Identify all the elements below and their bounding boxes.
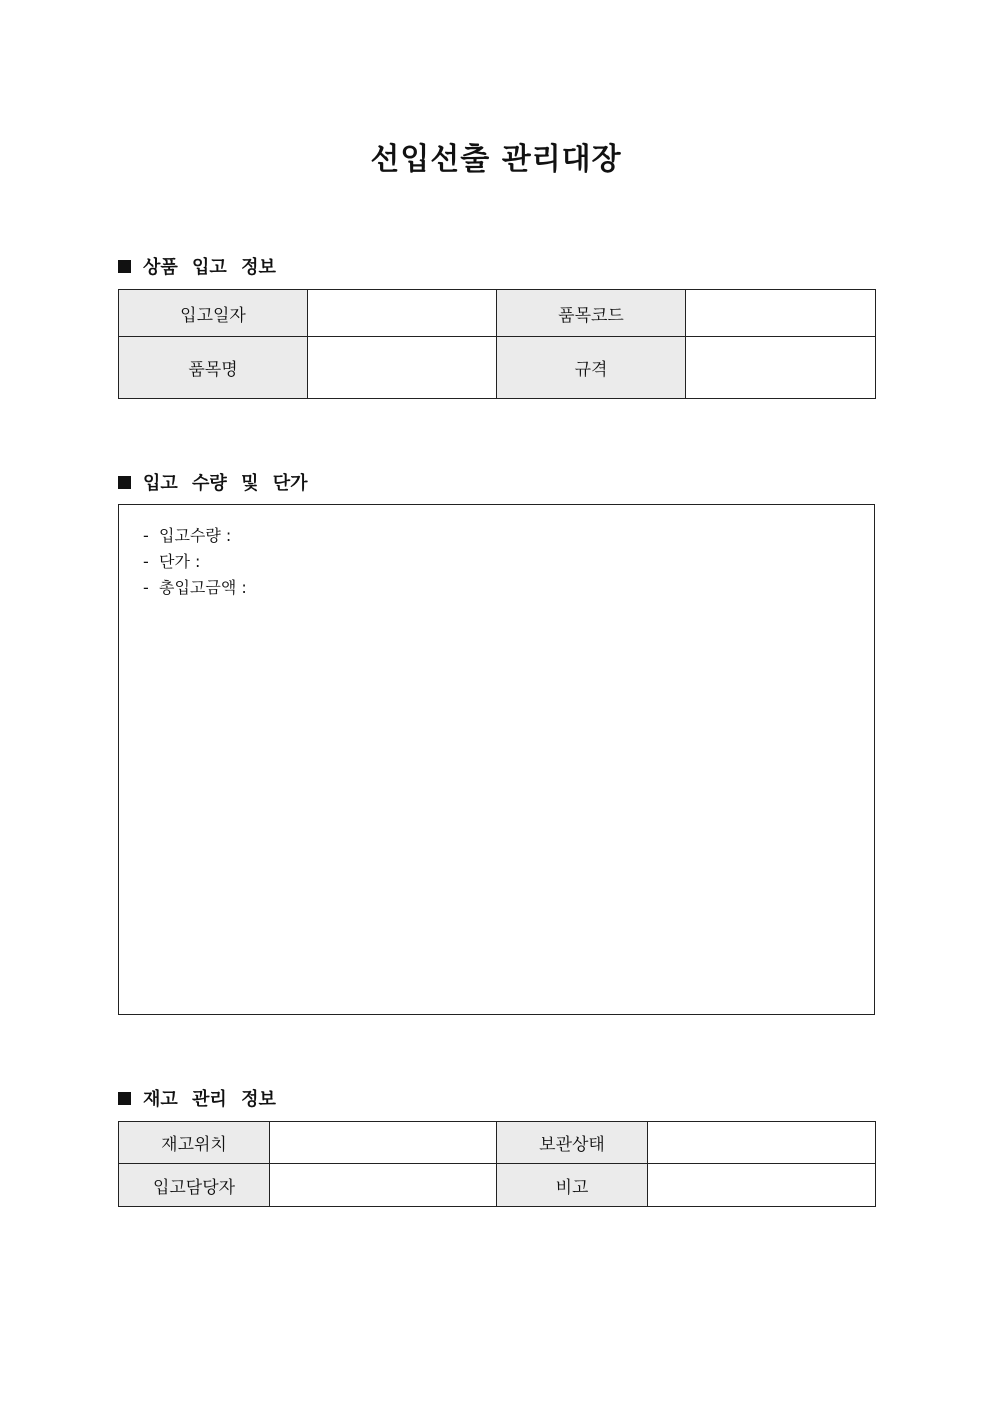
list-item: - 단가 : (143, 552, 201, 571)
table-row (119, 1164, 876, 1207)
section-heading-label: 입고 수량 및 단가 (143, 473, 308, 494)
list-item-text: 총입고금액 : (159, 578, 247, 597)
field-receipt-manager[interactable] (270, 1164, 497, 1207)
field-storage-status[interactable] (648, 1122, 876, 1164)
section-heading-product-receipt (118, 253, 276, 279)
field-stock-location[interactable] (270, 1122, 497, 1164)
field-item-code[interactable] (686, 290, 876, 337)
section-heading-quantity-price (118, 469, 308, 495)
field-remarks[interactable] (648, 1164, 876, 1207)
field-item-name[interactable] (308, 337, 497, 399)
list-item-text: 입고수량 : (159, 526, 232, 545)
label-remarks: 비고 (497, 1164, 648, 1207)
section-heading-label: 재고 관리 정보 (143, 1089, 276, 1110)
label-item-code: 품목코드 (497, 290, 686, 337)
label-receipt-date: 입고일자 (119, 290, 308, 337)
page-title: 선입선출 관리대장 (370, 142, 622, 177)
table-row (119, 290, 876, 337)
square-bullet-icon (118, 1092, 131, 1105)
label-item-name: 품목명 (119, 337, 308, 399)
quantity-price-list (119, 505, 874, 601)
list-item-text: 단가 : (159, 552, 201, 571)
table-row (119, 337, 876, 399)
inventory-table (118, 1121, 876, 1207)
label-specification: 규격 (497, 337, 686, 399)
table-row (119, 1122, 876, 1164)
square-bullet-icon (118, 476, 131, 489)
section-heading-label: 상품 입고 정보 (143, 257, 276, 278)
square-bullet-icon (118, 260, 131, 273)
label-receipt-manager: 입고담당자 (119, 1164, 270, 1207)
quantity-price-box[interactable] (118, 504, 875, 1015)
field-specification[interactable] (686, 337, 876, 399)
label-storage-status: 보관상태 (497, 1122, 648, 1164)
field-receipt-date[interactable] (308, 290, 497, 337)
list-item: - 총입고금액 : (143, 578, 247, 597)
list-item: - 입고수량 : (143, 526, 232, 545)
section-heading-inventory (118, 1085, 276, 1111)
label-stock-location: 재고위치 (119, 1122, 270, 1164)
product-receipt-table (118, 289, 876, 399)
